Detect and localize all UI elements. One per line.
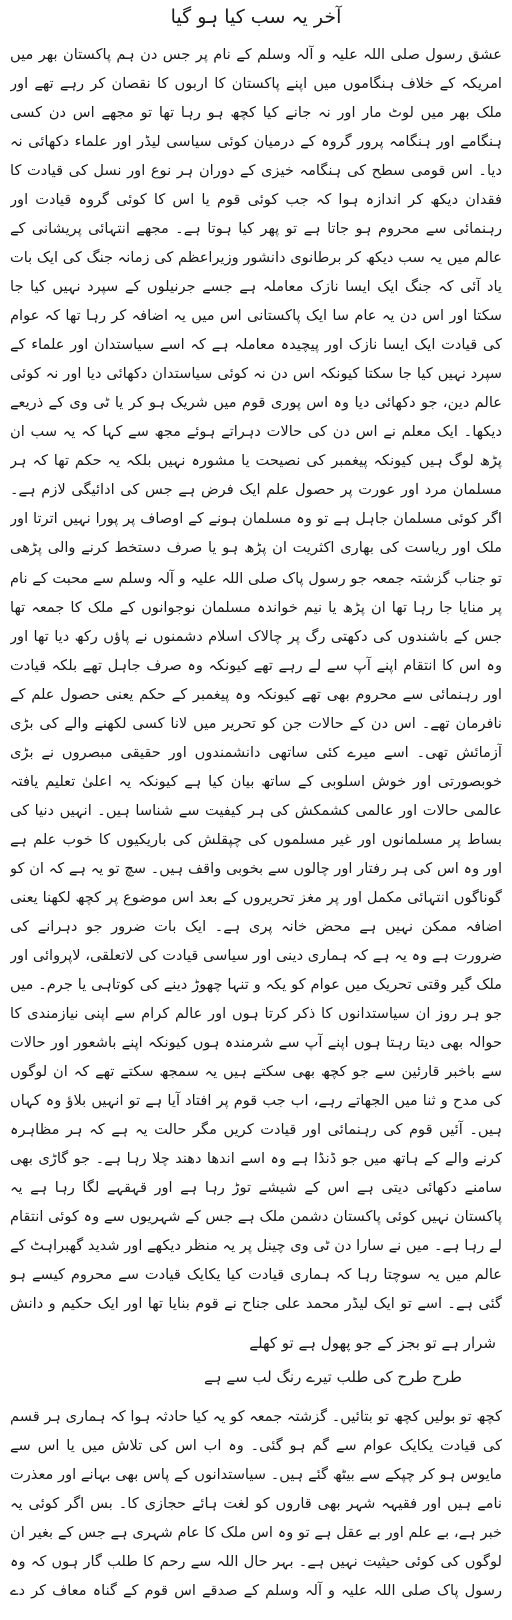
body-paragraph-3: کچھ تو بولیں کچھ تو بتائیں۔ گزشتہ جمعہ کو یہ کیا حادثہ ہوا کہ ہماری ہر قسم کی قیادت یکایک عوام سے گم ہو گئی۔ وہ اب اس کی تلاش میں یا اس سے مایوس ہو کر چپکے سے بیٹھ گئے ہیں۔ سیاستدانوں کے پاس بھی بہانے اور معذرت نامے ہیں اور فقیہہ شہر بھی قاروں کو لغت ہائے حجازی کا۔ بس اگر کوئی یہ خبر ہے، بے علم اور بے عقل ہے تو وہ اس ملک کا عام شہری ہے جس کے بغیر ان لوگوں کی کوئی حیثیت نہیں ہے۔ بہر حال اللہ سے رحم کا طلب گار ہوں کہ وہ رسول پاک صلی اللہ علیہ و آلہ وسلم کے صدقے اس قوم کے گناہ معاف کر دے [10,1408,502,1599]
couplet-line-2: طرح طرح کی طلب تیرے رنگ لب سے ہے [203,1368,462,1386]
couplet-line-1: شرار ہے تو بجز کے جو پھول ہے تو کھلے [249,1334,496,1352]
poetry-couplet [10,1328,502,1392]
body-paragraph-1: عشق رسول صلی اللہ علیہ و آلہ وسلم کے نام پر جس دن ہم پاکستان بھر میں امریکہ کے خلاف ہنگاموں میں اپنے پاکستان کا اربوں کا نقصان کر رہے تھے اور ملک بھر میں لوٹ مار اور نہ جانے کیا کچھ ہو رہا تھا تو مجھے اس دن کسی ہنگامے اور ہنگامہ پرور گروہ کے درمیان کوئی سیاسی لیڈر اور علماء دکھائی نہ دیا۔ اس قومی سطح کی ہنگامہ خیزی کے دوران ہر نوع اور نسل کی قیادت کا فقدان دیکھ کر اندازہ ہوا کہ جب کوئی قوم یا اس کا کوئی گروہ قیادت اور رہنمائی سے محروم ہو جاتا ہے تو پھر کیا ہوتا ہے۔ مجھے انتہائی پریشانی کے عالم میں یہ سب دیکھ کر برطانوی دانشور وزیراعظم کی زمانہ جنگ کی ایک بات یاد آئی کہ جنگ ایک ایسا نازک معاملہ ہے جسے جرنیلوں کے سپرد نہیں کیا جا سکتا اور اس دن یہ عام سا ایک پاکستانی اس میں یہ اضافہ کر رہا تھا کہ عوام کی قیادت ایک ایسا نازک اور پیچیدہ معاملہ ہے کہ اسے سیاستدان اور علماء کے سپرد نہیں کیا جا سکتا کیونکہ اس دن نہ کوئی سیاستدان دکھائی دیا اور نہ کوئی عالم دین، جو دکھائی دیا وہ اس پوری قوم میں شریک ہو کر یا ٹی وی کے ذریعے دیکھا۔ ایک معلم نے اس دن کی حالات دہراتے ہوئے مجھ سے کہا کہ یہ سب ان پڑھ لوگ ہیں کیونکہ پیغمبر کی نصیحت یا مشورہ نہیں بلکہ یہ حکم تھا کہ ہر مسلمان مرد اور عورت پر حصول علم ایک فرض ہے جس کی ادائیگی لازم ہے۔ اگر کوئی مسلمان جاہل ہے تو وہ مسلمان ہونے کے اوصاف پر پورا نہیں اترتا اور ملک اور ریاست کی بھاری اکثریت ان پڑھ ہو یا صرف دستخط کرنے والی پڑھی [10,46,502,556]
body-paragraph-2: تو جناب گزشتہ جمعہ جو رسول پاک صلی اللہ علیہ و آلہ وسلم سے محبت کے نام پر منایا جا رہا تھا ان پڑھ یا نیم خواندہ مسلمان نوجوانوں کے ملک کا جمعہ تھا جس کے باشندوں کی دکھتی رگ پر چالاک اسلام دشمنوں نے پاؤں رکھ دیا تھا اور وہ اس کا انتقام اپنے آپ سے لے رہے تھے کیونکہ وہ صرف جاہل تھے بلکہ قیادت اور رہنمائی سے محروم بھی تھے کیونکہ وہ پیغمبر کے حکم یعنی حصول علم کے نافرمان تھے۔ اس دن کے حالات جن کو تحریر میں لانا کسی لکھنے والے کی بڑی آزمائش تھی۔ اسے میرے کئی ساتھی دانشمندوں اور حقیقی مبصروں نے بڑی خوبصورتی اور خوش اسلوبی کے ساتھ بیان کیا ہے کیونکہ یہ اعلیٰ تعلیم یافتہ عالمی حالات اور عالمی کشمکش کی ہر کیفیت سے شناسا ہیں۔ انہیں دنیا کی بساط پر مسلمانوں اور غیر مسلموں کی چپقلش کی باریکیوں کا خوب علم ہے اور وہ اس کی ہر رفتار اور چالوں سے بخوبی واقف ہیں۔ سچ تو یہ ہے کہ ان کو گوناگوں انتہائی مکمل اور پر مغز تحریروں کے بعد اس موضوع پر کچھ لکھنا یعنی اضافہ ممکن نہیں ہے محض خانہ پری ہے۔ ایک بات ضرور جو دہرانے کی ضرورت ہے وہ یہ ہے کہ ہماری دینی اور سیاسی قیادت کی لاتعلقی، لاپروائی اور ملک گیر وقتی تحریک میں عوام کو یکہ و تنہا چھوڑ دینے کی کوتاہی یا جرم۔ میں جو ہر روز ان سیاستدانوں کا ذکر کرتا ہوں اور عالم کرام سے اپنی نیازمندی کا حوالہ بھی دیتا رہتا ہوں اپنے آپ سے شرمندہ ہوں کیونکہ اپنے باشعور اور حالات سے باخبر قارئین سے جو کچھ بھی سکتے ہیں یہ سمجھ سکتے تھے کہ ان لوگوں کی مدح و ثنا میں الجھاتے رہے، اب جب قوم پر افتاد آیا ہے تو انہیں بلاؤ وہ کہاں ہیں۔ آئیں قوم کی رہنمائی اور قیادت کریں مگر حالت یہ ہے کہ ہر مظاہرہ کرنے والے کے ہاتھ میں جو ڈنڈا ہے وہ اسے اندھا دھند چلا رہا ہے۔ جو گاڑی بھی سامنے دکھائی دیتی ہے اس کے شیشے توڑ رہا ہے اور قہقہے لگا رہا ہے یہ پاکستان نہیں کوئی پاکستان دشمن ملک ہے جس کے شہریوں سے وہ کوئی انتقام لے رہا ہے۔ میں نے سارا دن ٹی وی چینل پر یہ منظر دیکھے اور شدید گھبراہٹ کے عالم میں یہ سوچتا رہا کہ ہماری قیادت کیا یکایک قیادت سے محروم کیسے ہو گئی ہے۔ اسے تو ایک لیڈر محمد علی جناح نے قوم بنایا تھا اور ایک حکیم و دانش [10,570,502,1312]
column-headline: آخر یہ سب کیا ہو گیا [170,6,342,28]
